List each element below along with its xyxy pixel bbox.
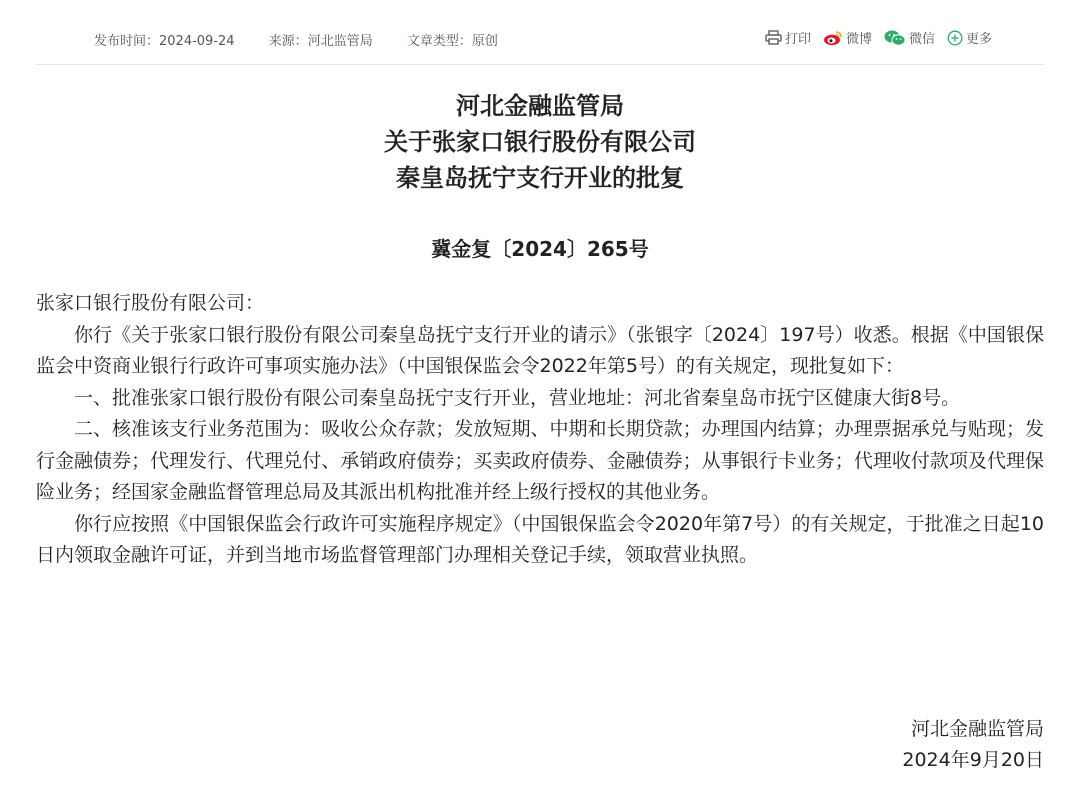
paragraph-business-scope: 二、核准该支行业务范围为：吸收公众存款；发放短期、中期和长期贷款；办理国内结算；办理票据承兑与贴现；发行金融债券；代理发行、代理兑付、承销政府债券；买卖政府债券、金融债券；从事银行卡业务；代理收付款项及代理保险业务；经国家金融监督管理总局及其派出机构批准并经上级行授权的其他业务。 [36,418,1044,503]
weibo-share-button[interactable] [823,28,872,47]
weibo-icon [823,30,843,46]
more-label: 更多 [965,32,992,47]
salutation: 张家口银行股份有限公司： [36,292,265,314]
document-title [36,88,1044,196]
article-meta-bar [36,22,1044,56]
print-button[interactable] [765,28,811,47]
document-body [36,288,1044,572]
article-meta-info [94,30,528,49]
title-line-branch: 秦皇岛抚宁支行开业的批复 [396,164,684,192]
signature-block [902,714,1044,776]
wechat-icon [884,30,906,46]
document-number: 冀金复〔2024〕265号 [431,237,649,261]
more-share-button[interactable] [947,28,992,47]
signature-issuer: 河北金融监管局 [910,718,1044,740]
wechat-label: 微信 [908,32,935,47]
paragraph-request: 你行《关于张家口银行股份有限公司秦皇岛抚宁支行开业的请示》（张银字〔2024〕197号）收悉。根据《中国银保监会中资商业银行行政许可事项实施办法》（中国银保监会令2022年第5号）的有关规定，现批复如下： [36,323,1044,377]
plus-circle-icon [947,30,963,46]
paragraph-license: 你行应按照《中国银保监会行政许可实施程序规定》（中国银保监会令2020年第7号）的有关规定，于批准之日起10日内领取金融许可证，并到当地市场监督管理部门办理相关登记手续，领取营业执照。 [36,512,1044,566]
title-line-issuer: 河北金融监管局 [456,92,624,120]
share-toolbar [753,28,992,47]
printer-icon [765,30,782,45]
article-type: 文章类型：原创 [406,34,498,49]
title-line-subject: 关于张家口银行股份有限公司 [384,128,696,156]
print-label: 打印 [784,32,811,47]
header-divider [36,64,1044,65]
weibo-label: 微博 [845,32,872,47]
wechat-share-button[interactable] [884,28,935,47]
paragraph-approval: 一、批准张家口银行股份有限公司秦皇岛抚宁支行开业，营业地址：河北省秦皇岛市抚宁区健康大街8号。 [74,386,961,409]
publish-time: 发布时间：2024-09-24 [94,34,235,49]
signature-date: 2024年9月20日 [902,749,1044,771]
article-source: 来源：河北监管局 [268,34,373,49]
